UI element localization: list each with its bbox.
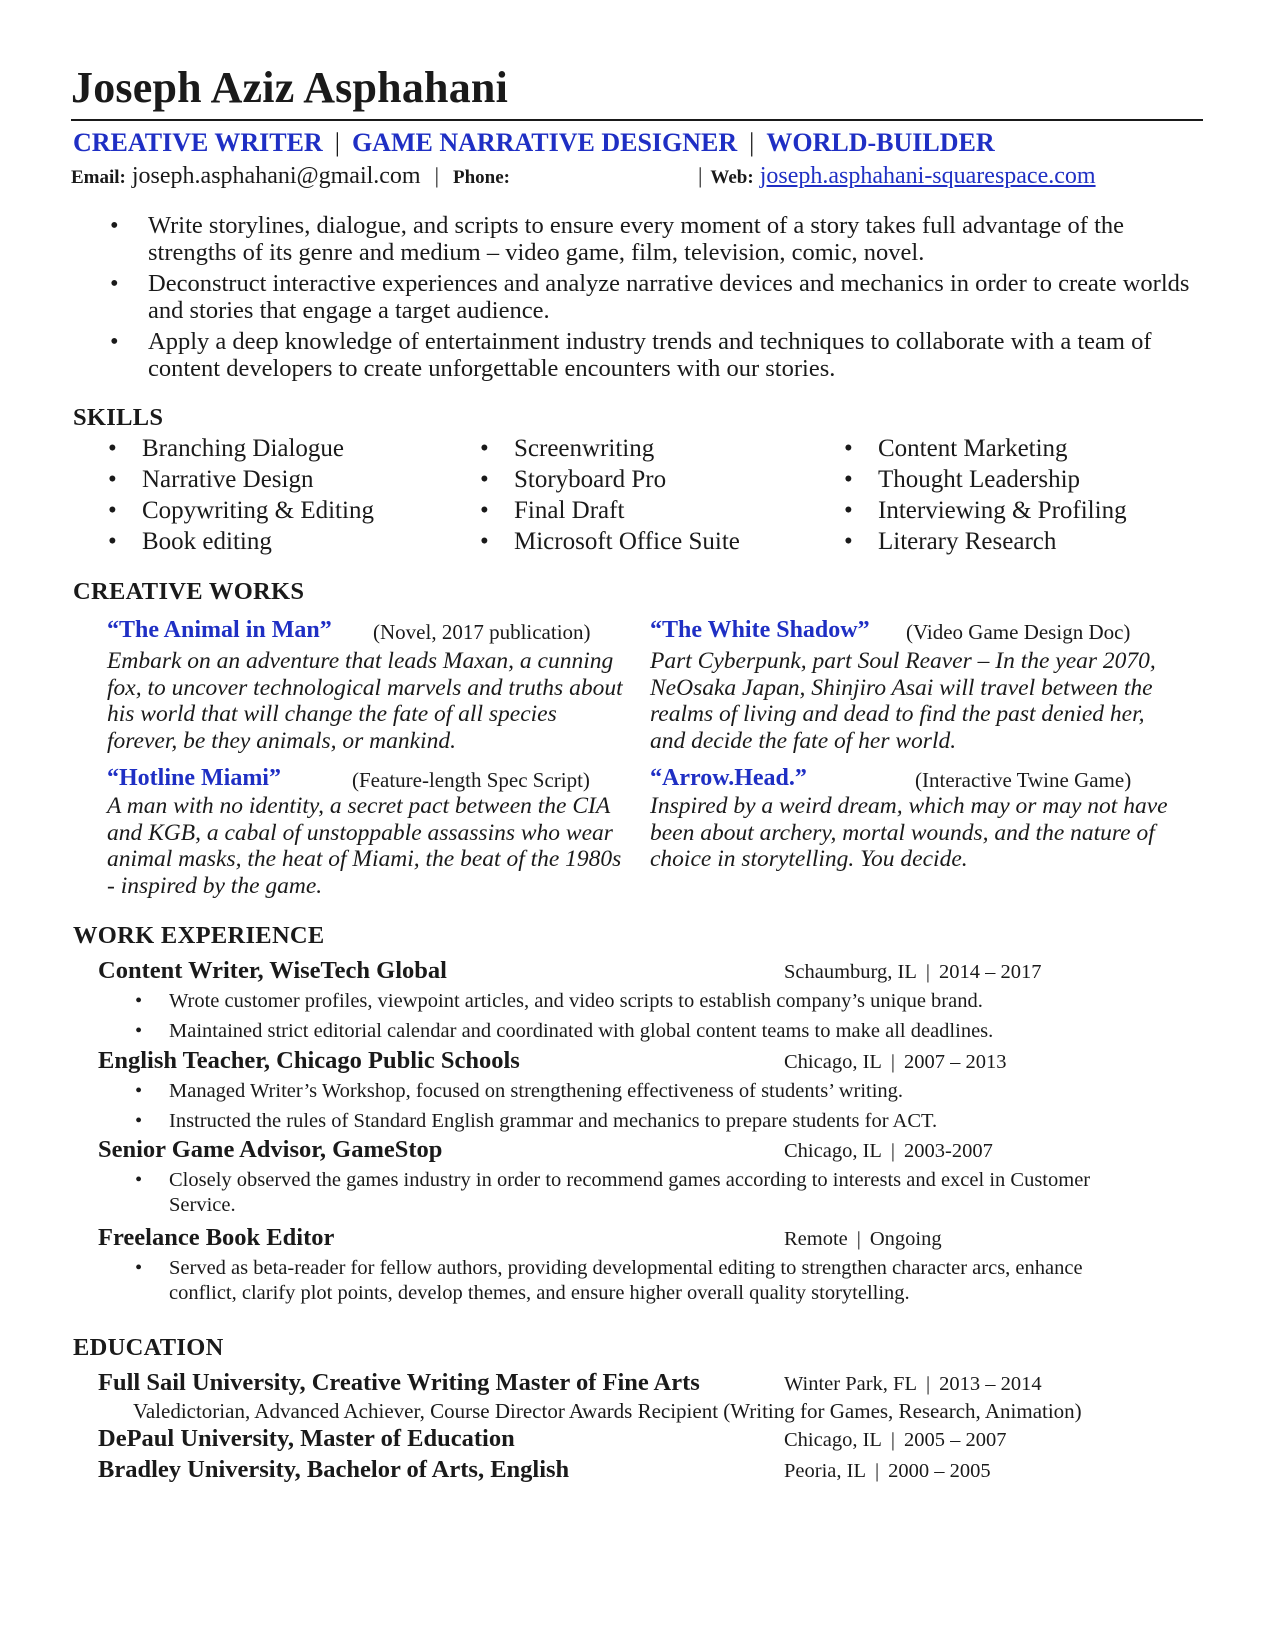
skills-column-1	[108, 433, 374, 557]
job-city: Chicago, IL	[784, 1140, 882, 1162]
skills-column-3	[844, 433, 1127, 557]
contact-separator: |	[698, 163, 703, 188]
skill-item: • Literary Research	[844, 526, 1127, 557]
job-bullets	[135, 1168, 1115, 1223]
job-location	[784, 1051, 1007, 1074]
header-divider	[71, 119, 1203, 121]
job-title: Senior Game Advisor, GameStop	[98, 1136, 443, 1163]
education-location	[784, 1460, 991, 1483]
job-separator: |	[925, 961, 930, 983]
education-title: Full Sail University, Creative Writing Master of Fine Arts	[98, 1369, 700, 1396]
work-meta: (Interactive Twine Game)	[915, 768, 1132, 792]
work-title: “Hotline Miami”	[107, 765, 281, 791]
work-title: “Arrow.Head.”	[650, 765, 807, 791]
education-title: DePaul University, Master of Education	[98, 1425, 515, 1452]
skill-item: • Microsoft Office Suite	[480, 526, 740, 557]
summary-item: • Deconstruct interactive experiences and analyze narrative devices and mechanics in order to create worlds and stories that engage a target audience.	[110, 270, 1190, 324]
title-game-narrative-designer: GAME NARRATIVE DESIGNER	[351, 128, 738, 157]
work-meta: (Feature-length Spec Script)	[352, 768, 590, 792]
education-location	[784, 1429, 1007, 1452]
title-separator: |	[334, 128, 340, 157]
education-city: Peoria, IL	[784, 1460, 866, 1482]
skills-column-2	[480, 433, 740, 557]
resume-name: Joseph Aziz Asphahani	[71, 63, 509, 112]
summary-item: • Write storylines, dialogue, and scripts to ensure every moment of a story takes full advantage of the strengths of its genre and medium – video game, film, television, comic, novel.	[110, 212, 1190, 266]
title-creative-writer: CREATIVE WRITER	[73, 128, 323, 157]
education-dates: 2013 – 2014	[939, 1373, 1042, 1395]
skill-item: • Content Marketing	[844, 433, 1127, 464]
education-location	[784, 1373, 1042, 1396]
job-dates: 2007 – 2013	[904, 1051, 1007, 1073]
education-heading: EDUCATION	[73, 1334, 224, 1361]
web-link[interactable]: joseph.asphahani-squarespace.com	[759, 163, 1096, 189]
work-meta: (Video Game Design Doc)	[906, 620, 1131, 644]
contact-email	[71, 163, 510, 190]
professional-titles	[73, 128, 995, 158]
job-city: Schaumburg, IL	[784, 961, 917, 983]
job-bullets	[135, 1256, 1115, 1311]
education-title: Bradley University, Bachelor of Arts, English	[98, 1456, 570, 1483]
work-description: Inspired by a weird dream, which may or may not have been about archery, mortal wounds, and the nature of choice in storytelling. You decide.	[650, 793, 1168, 872]
job-bullet: • Served as beta-reader for fellow authors, providing developmental editing to strengthen character arcs, enhance conflict, clarify plot points, develop themes, and ensure higher overall quality storytelling.	[135, 1256, 1115, 1306]
job-location	[784, 1228, 942, 1251]
web-label: Web:	[710, 167, 754, 188]
education-separator: |	[925, 1373, 931, 1395]
job-bullet: • Managed Writer’s Workshop, focused on strengthening effectiveness of students’ writing.	[135, 1079, 1115, 1104]
phone-label: Phone:	[453, 167, 510, 188]
skill-item: • Final Draft	[480, 495, 740, 526]
work-description: A man with no identity, a secret pact between the CIA and KGB, a cabal of unstoppable assassins who wear animal masks, the heat of Miami, the beat of the 1980s - inspired by the game.	[107, 793, 622, 899]
email-label: Email:	[71, 167, 126, 188]
job-bullet: • Maintained strict editorial calendar and coordinated with global content teams to make all deadlines.	[135, 1019, 1115, 1044]
skills-heading: SKILLS	[73, 404, 164, 431]
education-city: Chicago, IL	[784, 1429, 882, 1451]
job-bullet: • Instructed the rules of Standard English grammar and mechanics to prepare students for ACT.	[135, 1109, 1115, 1134]
contact-web	[698, 163, 1096, 190]
job-city: Chicago, IL	[784, 1051, 882, 1073]
job-separator: |	[890, 1051, 896, 1073]
job-bullets	[135, 989, 1115, 1049]
education-dates: 2000 – 2005	[888, 1460, 991, 1482]
skill-item: • Book editing	[108, 526, 374, 557]
job-dates: Ongoing	[869, 1228, 942, 1250]
skill-item: • Thought Leadership	[844, 464, 1127, 495]
education-note: Valedictorian, Advanced Achiever, Course Director Awards Recipient (Writing for Games, Research, Animation)	[133, 1399, 1082, 1423]
summary-list	[110, 212, 1190, 386]
education-separator: |	[890, 1429, 896, 1451]
work-title: “The White Shadow”	[650, 617, 870, 643]
job-dates: 2014 – 2017	[938, 961, 1042, 983]
work-description: Part Cyberpunk, part Soul Reaver – In the year 2070, NeOsaka Japan, Shinjiro Asai will travel between the realms of living and dead to find the past denied her, and decide the fate of her world.	[650, 648, 1156, 754]
skill-item: • Storyboard Pro	[480, 464, 740, 495]
job-bullet: • Closely observed the games industry in order to recommend games according to interests and excel in Customer Service.	[135, 1168, 1115, 1218]
skill-item: • Copywriting & Editing	[108, 495, 374, 526]
skill-item: • Branching Dialogue	[108, 433, 374, 464]
job-bullets	[135, 1079, 1115, 1139]
job-title: Freelance Book Editor	[98, 1224, 335, 1251]
education-city: Winter Park, FL	[784, 1373, 917, 1395]
job-bullet: • Wrote customer profiles, viewpoint articles, and video scripts to establish company’s unique brand.	[135, 989, 1115, 1014]
work-description: Embark on an adventure that leads Maxan, a cunning fox, to uncover technological marvels and truths about his world that will change the fate of all species forever, be they animals, or mankind.	[107, 648, 623, 754]
job-location	[784, 961, 1041, 984]
skill-item: • Screenwriting	[480, 433, 740, 464]
skill-item: • Interviewing & Profiling	[844, 495, 1127, 526]
contact-separator: |	[434, 163, 439, 188]
job-city: Remote	[784, 1228, 848, 1250]
title-world-builder: WORLD-BUILDER	[766, 128, 995, 157]
email-value[interactable]: joseph.asphahani@gmail.com	[131, 163, 421, 189]
summary-item: • Apply a deep knowledge of entertainment industry trends and techniques to collaborate with a team of content developers to create unforgettable encounters with our stories.	[110, 328, 1190, 382]
job-separator: |	[856, 1228, 861, 1250]
work-title: “The Animal in Man”	[107, 617, 332, 643]
job-title: Content Writer, WiseTech Global	[98, 957, 447, 984]
creative-works-heading: CREATIVE WORKS	[73, 578, 305, 605]
work-experience-heading: WORK EXPERIENCE	[73, 922, 325, 949]
title-separator: |	[749, 128, 755, 157]
education-separator: |	[874, 1460, 880, 1482]
job-dates: 2003-2007	[904, 1140, 993, 1162]
job-separator: |	[890, 1140, 896, 1162]
skill-item: • Narrative Design	[108, 464, 374, 495]
education-dates: 2005 – 2007	[904, 1429, 1007, 1451]
job-title: English Teacher, Chicago Public Schools	[98, 1047, 520, 1074]
job-location	[784, 1140, 993, 1163]
work-meta: (Novel, 2017 publication)	[373, 620, 591, 644]
